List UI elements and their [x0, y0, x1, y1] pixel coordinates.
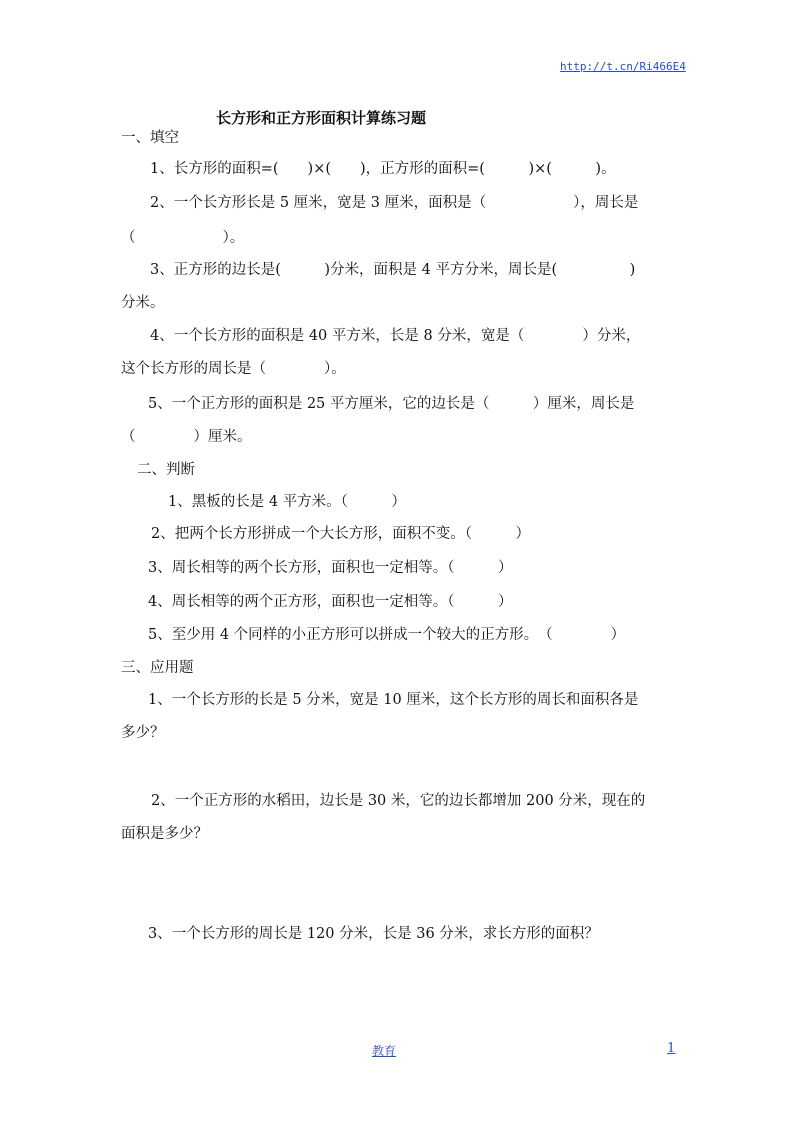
footer-link[interactable]: 教育 [372, 1044, 397, 1058]
fill-question-2-line1: 2、一个长方形长是 5 厘米，宽是 3 厘米，面积是（ ），周长是 [150, 195, 639, 211]
apply-question-2-line2: 面积是多少？ [121, 826, 208, 842]
judge-question-1: 1、黑板的长是 4 平方米。（ ） [168, 494, 406, 510]
apply-question-3: 3、一个长方形的周长是 120 分米，长是 36 分米，求长方形的面积？ [148, 926, 599, 942]
section-heading-apply: 三、应用题 [121, 660, 194, 676]
fill-question-1: 1、长方形的面积=( )×( )，正方形的面积=( )×( )。 [150, 161, 616, 177]
apply-question-1-line1: 1、一个长方形的长是 5 分米，宽是 10 厘米，这个长方形的周长和面积各是 [148, 692, 639, 708]
judge-question-3: 3、周长相等的两个长方形，面积也一定相等。（ ） [148, 560, 513, 576]
section-heading-judge: 二、判断 [137, 462, 195, 478]
header-url-link[interactable]: http://t.cn/Ri466E4 [560, 60, 686, 73]
page-number[interactable]: 1 [667, 1041, 676, 1056]
fill-question-4-line1: 4、一个长方形的面积是 40 平方米，长是 8 分米，宽是（ ）分米， [150, 328, 641, 344]
judge-question-4: 4、周长相等的两个正方形，面积也一定相等。（ ） [148, 594, 513, 610]
apply-question-1-line2: 多少？ [121, 725, 165, 741]
fill-question-3-line2: 分米。 [121, 295, 165, 311]
fill-question-5-line1: 5、一个正方形的面积是 25 平方厘米，它的边长是（ ）厘米，周长是 [148, 396, 635, 412]
fill-question-4-line2: 这个长方形的周长是（ ）。 [121, 361, 346, 377]
judge-question-5: 5、至少用 4 个同样的小正方形可以拼成一个较大的正方形。 （ ） [148, 627, 626, 643]
page-title: 长方形和正方形面积计算练习题 [216, 109, 427, 127]
fill-question-5-line2: （ ）厘米。 [121, 429, 252, 445]
fill-question-3-line1: 3、正方形的边长是( )分米，面积是 4 平方分米，周长是( ) [150, 262, 636, 278]
fill-question-2-line2: （ ）。 [121, 230, 245, 246]
section-heading-fill: 一、填空 [121, 130, 179, 146]
judge-question-2: 2、把两个长方形拼成一个大长方形，面积不变。（ ） [151, 526, 530, 542]
apply-question-2-line1: 2、一个正方形的水稻田，边长是 30 米，它的边长都增加 200 分米，现在的 [151, 793, 646, 809]
